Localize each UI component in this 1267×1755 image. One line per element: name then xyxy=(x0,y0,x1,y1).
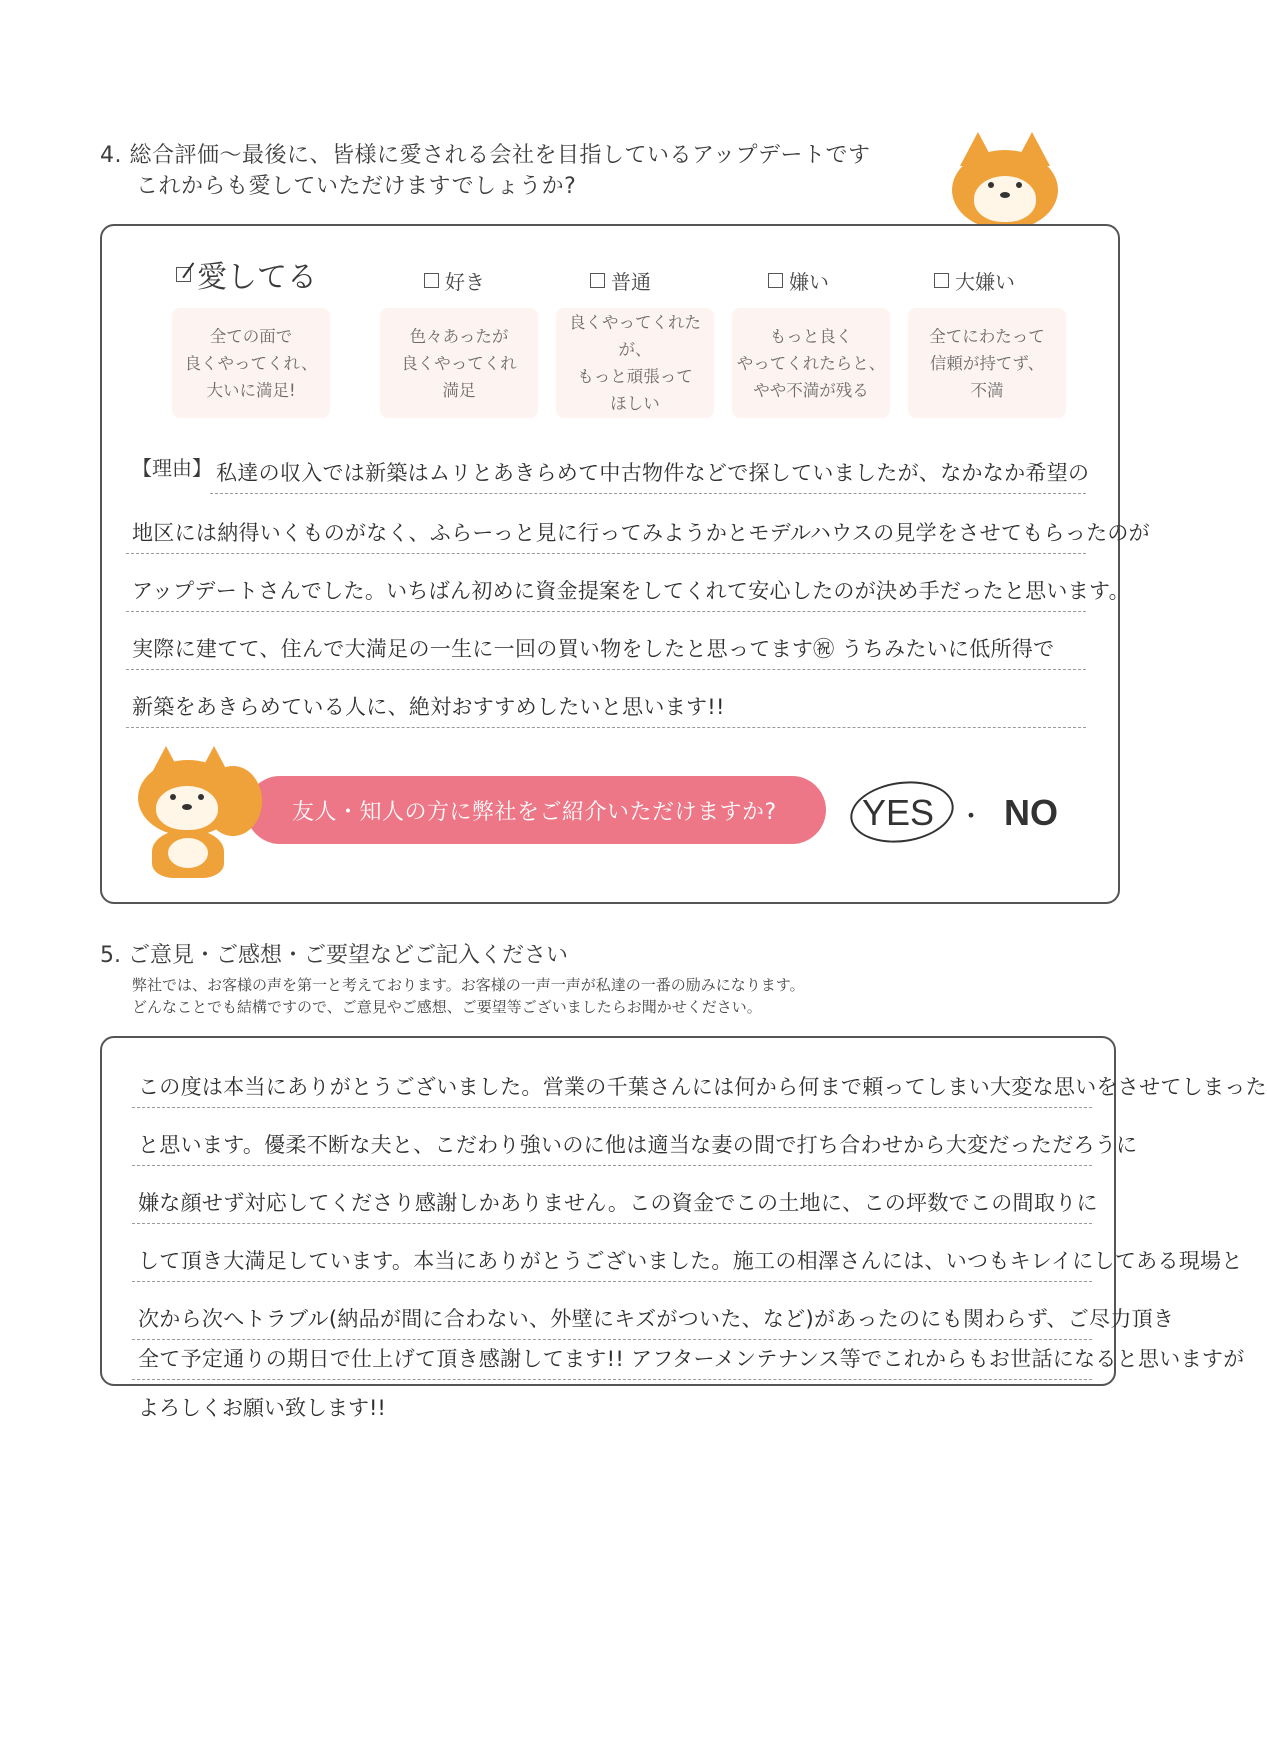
comment-line: 嫌な顔せず対応してくださり感謝しかありません。この資金でこの土地に、この坪数でこの間取りに xyxy=(132,1170,1092,1224)
option-dislike-checkbox[interactable] xyxy=(768,273,783,288)
referral-question-banner xyxy=(246,776,826,844)
reason-line: 私達の収入では新築はムリとあきらめて中古物件などで探していましたが、なかなか希望の xyxy=(210,440,1086,494)
q4-title xyxy=(100,140,870,202)
option-love-desc: 全ての面で 良くやってくれ、 大いに満足! xyxy=(172,308,330,418)
dog-mascot-icon xyxy=(126,746,266,878)
option-like-label: 好き xyxy=(445,270,485,294)
option-like-desc: 色々あったが 良くやってくれ 満足 xyxy=(380,308,538,418)
option-like[interactable] xyxy=(424,266,485,295)
option-dislike-label: 嫌い xyxy=(789,270,829,294)
option-love-label: 愛してる xyxy=(197,260,317,295)
option-love-checkbox[interactable] xyxy=(176,267,191,282)
q4-title-line1: 総合評価～最後に、皆様に愛される会社を目指しているアップデートです xyxy=(129,143,871,168)
option-normal-label: 普通 xyxy=(611,270,651,294)
reason-label: 【理由】 xyxy=(132,456,212,480)
q4-title-line2: これからも愛していただけますでしょうか? xyxy=(136,174,577,199)
option-hate-desc: 全てにわたって 信頼が持てず、 不満 xyxy=(908,308,1066,418)
reason-line: 実際に建てて、住んで大満足の一生に一回の買い物をしたと思ってます㊗ うちみたいに低所得で xyxy=(126,616,1086,670)
q5-title xyxy=(100,938,568,969)
no-option[interactable]: NO xyxy=(1004,792,1058,833)
option-hate-label: 大嫌い xyxy=(955,270,1015,294)
option-dislike[interactable] xyxy=(768,266,829,295)
comment-line: と思います。優柔不断な夫と、こだわり強いのに他は適当な妻の間で打ち合わせから大変だっただろうに xyxy=(132,1112,1092,1166)
option-hate[interactable] xyxy=(934,266,1015,295)
option-normal[interactable] xyxy=(590,266,651,295)
q5-title-text: ご意見・ご感想・ご要望などご記入ください xyxy=(128,943,569,968)
comment-line: 次から次へトラブル(納品が間に合わない、外壁にキズがついた、など)があったのにも関わらず、ご尽力頂き xyxy=(132,1286,1092,1340)
option-like-checkbox[interactable] xyxy=(424,273,439,288)
comment-closing: よろしくお願い致します!! xyxy=(138,1396,386,1420)
comment-line: この度は本当にありがとうございました。営業の千葉さんには何から何まで頼ってしまい大変な思いをさせてしまった xyxy=(132,1054,1092,1108)
reason-line: アップデートさんでした。いちばん初めに資金提案をしてくれて安心したのが決め手だったと思います。 xyxy=(126,558,1086,612)
q4-number: 4. xyxy=(100,143,122,168)
option-dislike-desc: もっと良く やってくれたらと、 やや不満が残る xyxy=(732,308,890,418)
option-normal-desc: 良くやってくれたが、 もっと頑張って ほしい xyxy=(556,308,714,418)
comment-line: して頂き大満足しています。本当にありがとうございました。施工の相澤さんには、いつもキレイにしてある現場と xyxy=(132,1228,1092,1282)
reason-line: 新築をあきらめている人に、絶対おすすめしたいと思います!! xyxy=(126,674,1086,728)
yes-option[interactable]: YES xyxy=(862,792,935,833)
reason-line: 地区には納得いくものがなく、ふらーっと見に行ってみようかとモデルハウスの見学をさせてもらったのが xyxy=(126,500,1086,554)
q5-subtitle xyxy=(132,974,805,1018)
option-normal-checkbox[interactable] xyxy=(590,273,605,288)
option-love[interactable] xyxy=(176,252,317,296)
q5-number: 5. xyxy=(100,943,121,968)
q5-sub-line2: どんなことでも結構ですので、ご意見やご感想、ご要望等ございましたらお聞かせください。 xyxy=(132,998,762,1016)
yes-no-separator: ・ xyxy=(958,802,985,832)
referral-question: 友人・知人の方に弊社をご紹介いただけますか? xyxy=(292,799,777,825)
comment-line: 全て予定通りの期日で仕上げて頂き感謝してます!! アフターメンテナンス等でこれからもお世話になると思いますが xyxy=(132,1332,1092,1380)
q5-sub-line1: 弊社では、お客様の声を第一と考えております。お客様の一声一声が私達の一番の励みになります。 xyxy=(132,976,805,994)
dog-mascot-icon xyxy=(940,132,1070,224)
option-hate-checkbox[interactable] xyxy=(934,273,949,288)
